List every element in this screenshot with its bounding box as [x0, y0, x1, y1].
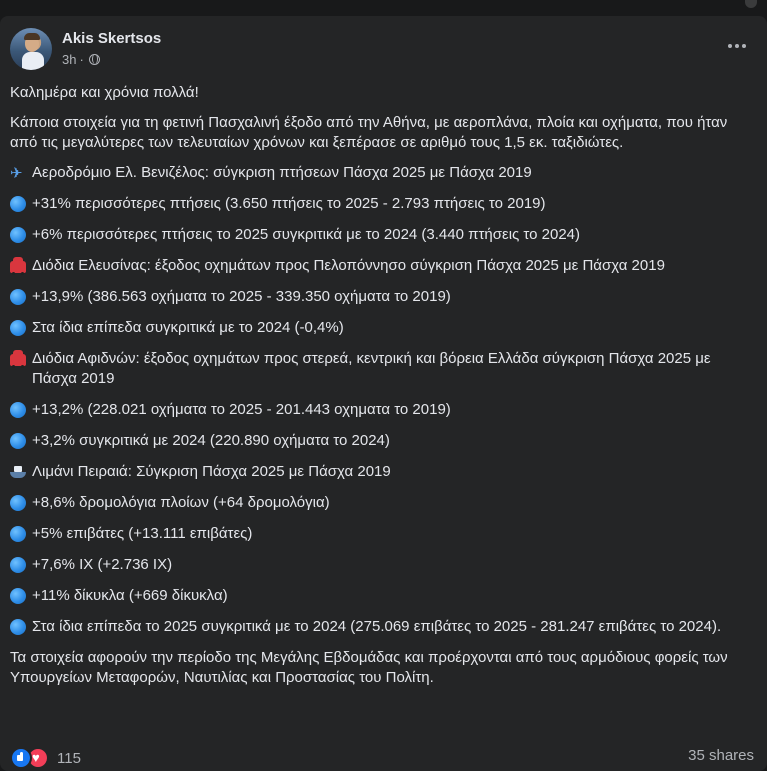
- post-line: [10, 617, 756, 637]
- blue-circle-icon: [10, 495, 26, 511]
- post-meta: [62, 52, 100, 67]
- dot-icon: [728, 44, 732, 48]
- post-footer: [10, 745, 754, 767]
- post-line-text: Αεροδρόμιο Ελ. Βενιζέλος: σύγκριση πτήσεων Πάσχα 2025 με Πάσχα 2019: [32, 164, 532, 181]
- shares-count[interactable]: 35 shares: [688, 747, 754, 764]
- post-line: [10, 462, 756, 482]
- post-line-text: Λιμάνι Πειραιά: Σύγκριση Πάσχα 2025 με Πάσχα 2019: [32, 463, 391, 480]
- blue-circle-icon: [10, 557, 26, 573]
- blue-circle-icon: [10, 588, 26, 604]
- post-line: [10, 400, 756, 420]
- reaction-count[interactable]: 115: [57, 749, 81, 767]
- post-header: [10, 28, 755, 72]
- post-line-text: Στα ίδια επίπεδα συγκριτικά με το 2024 (-0,4%): [32, 319, 344, 336]
- post-line: [10, 493, 756, 513]
- post-closing: Τα στοιχεία αφορούν την περίοδο της Μεγάλης Εβδομάδας και προέρχονται από τους αρμόδιους φορείς των Υπουργείων Μεταφορών, Ναυτιλίας και Προστασίας του Πολίτη.: [10, 649, 728, 686]
- post-time[interactable]: 3h: [62, 52, 77, 67]
- overflow-corner-icon: [745, 0, 757, 8]
- blue-circle-icon: [10, 196, 26, 212]
- meta-separator: ·: [79, 52, 84, 67]
- blue-circle-icon: [10, 433, 26, 449]
- post-line: [10, 256, 756, 276]
- more-options-button[interactable]: [723, 36, 751, 56]
- post-line-text: +8,6% δρομολόγια πλοίων (+64 δρομολόγια): [32, 494, 330, 511]
- blue-circle-icon: [10, 619, 26, 635]
- post-line-text: +11% δίκυκλα (+669 δίκυκλα): [32, 587, 228, 604]
- reactions[interactable]: [10, 747, 81, 769]
- blue-circle-icon: [10, 526, 26, 542]
- like-reaction-icon: [10, 747, 32, 769]
- car-icon: [10, 354, 26, 366]
- post-line-text: Διόδια Ελευσίνας: έξοδος οχημάτων προς Πελοπόννησο σύγκριση Πάσχα 2025 με Πάσχα 2019: [32, 257, 665, 274]
- post-body: [10, 83, 756, 688]
- post-card: [0, 16, 767, 771]
- dot-icon: [742, 44, 746, 48]
- blue-circle-icon: [10, 227, 26, 243]
- post-greeting: Καλημέρα και χρόνια πολλά!: [10, 84, 199, 101]
- post-line-text: Διόδια Αφιδνών: έξοδος οχημάτων προς στερεά, κεντρική και βόρεια Ελλάδα σύγκριση Πάσχα 2025 με Πάσχα 2019: [32, 350, 711, 387]
- post-line-text: +5% επιβάτες (+13.111 επιβάτες): [32, 525, 253, 542]
- avatar-hair: [24, 33, 40, 40]
- post-line-text: +31% περισσότερες πτήσεις (3.650 πτήσεις το 2025 - 2.793 πτήσεις το 2019): [32, 195, 546, 212]
- post-lines: [10, 163, 756, 637]
- post-line: [10, 524, 756, 544]
- post-line-text: +13,9% (386.563 οχήματα το 2025 - 339.350 οχήματα το 2019): [32, 288, 451, 305]
- dot-icon: [735, 44, 739, 48]
- airplane-icon: ✈: [10, 165, 23, 182]
- post-line-text: +6% περισσότερες πτήσεις το 2025 συγκριτικά με το 2024 (3.440 πτήσεις το 2024): [32, 226, 581, 243]
- blue-circle-icon: [10, 320, 26, 336]
- post-line: [10, 555, 756, 575]
- globe-icon[interactable]: [89, 54, 100, 65]
- post-line: [10, 586, 756, 606]
- car-icon: [10, 261, 26, 273]
- author-name[interactable]: Akis Skertsos: [62, 30, 162, 47]
- post-line: [10, 287, 756, 307]
- blue-circle-icon: [10, 289, 26, 305]
- post-line: [10, 163, 756, 183]
- post-line: [10, 349, 756, 389]
- post-line-text: Στα ίδια επίπεδα το 2025 συγκριτικά με το 2024 (275.069 επιβάτες το 2025 - 281.247 επιβάτες το 2024).: [32, 618, 722, 635]
- avatar[interactable]: [10, 28, 52, 70]
- post-line: [10, 431, 756, 451]
- post-line: [10, 194, 756, 214]
- avatar-shirt: [22, 52, 44, 70]
- post-line-text: +13,2% (228.021 οχήματα το 2025 - 201.443 οχηματα το 2019): [32, 401, 451, 418]
- ship-icon: [10, 466, 26, 478]
- post-line-text: +7,6% ΙΧ (+2.736 ΙΧ): [32, 556, 173, 573]
- post-intro: Κάποια στοιχεία για τη φετινή Πασχαλινή έξοδο από την Αθήνα, με αεροπλάνα, πλοία και οχήματα, που ήταν από τις μεγαλύτερες των τελευταίων χρόνων και ξεπέρασε σε αριθμό τους 1,5 εκ. ταξιδιώτες.: [10, 114, 728, 151]
- post-line: [10, 318, 756, 338]
- post-line-text: +3,2% συγκριτικά με 2024 (220.890 οχήματα το 2024): [32, 432, 390, 449]
- blue-circle-icon: [10, 402, 26, 418]
- post-line: [10, 225, 756, 245]
